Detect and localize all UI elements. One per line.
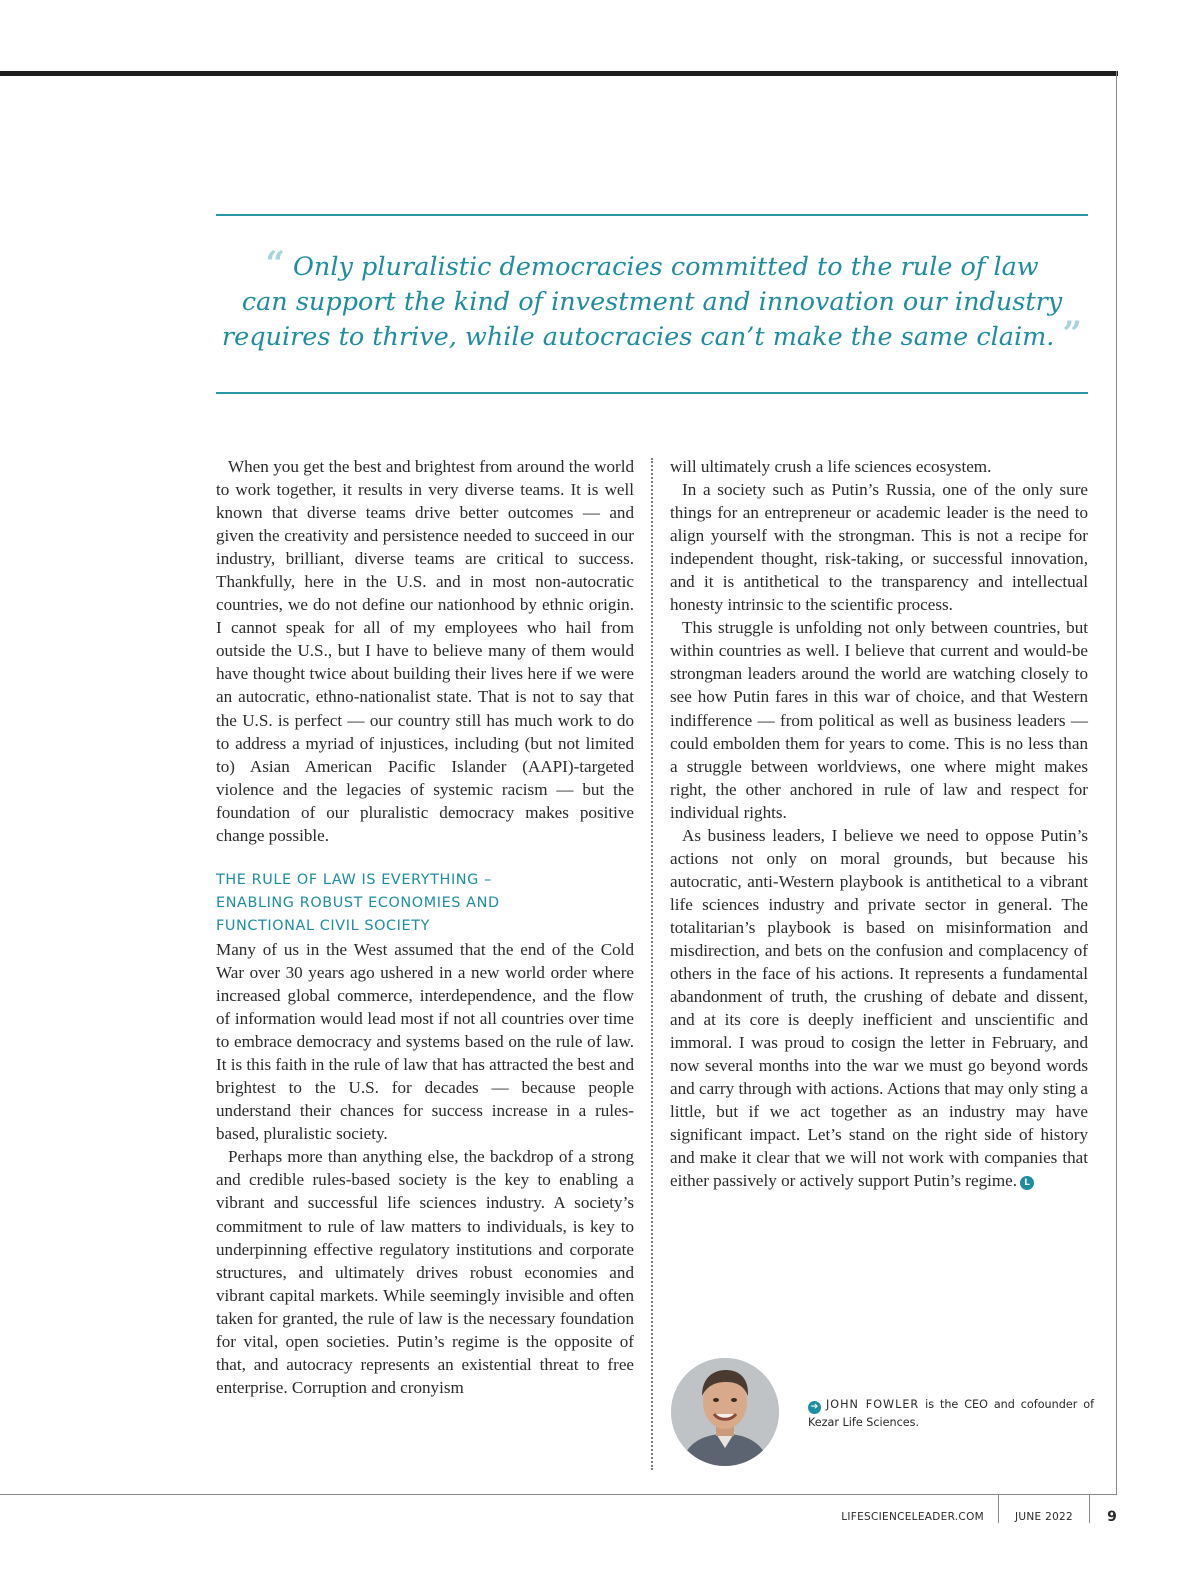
footer-separator [998,1495,999,1523]
article-paragraph: Many of us in the West assumed that the end of the Cold War over 30 years ago ushered in a new world order where increased global commerce, interdependence, and the flow of information would lead most if not all countries over time to embrace democracy and systems based on the rule of law. It is this faith in the rule of law that has attracted the best and brightest to the U.S. for decades — because people understand their chances for success increase in a rules-based, pluralistic society. [216,939,634,1144]
author-bio [808,1396,1094,1431]
footer-issue-date: JUNE 2022 [1014,1511,1074,1523]
author-description: is the CEO and cofounder of Kezar Life Sciences. [808,1398,1095,1429]
bottom-rule [0,1494,1117,1495]
author-portrait-icon [671,1358,779,1466]
article-paragraph: As business leaders, I believe we need to oppose Putin’s actions not only on moral grounds, but because his autocratic, anti-Western playbook is antithetical to a vibrant life sciences industry and private sector in general. The totalitarian’s playbook is based on misinformation and misdirection, and bets on the confusion and complacency of others in the face of his actions. It represents a fundamental abandonment of truth, the crushing of debate and dissent, and at its core is deeply inefficient and unscientific and immoral. I was proud to cosign the letter in February, and now several months into the war we must go beyond words and carry through with actions. Actions that may only sting a little, but if we act together as an industry may have significant impact. Let’s stand on the right side of history and make it clear that we will not work with companies that either passively or actively support Putin’s regime. L [670,825,1088,1191]
author-name: JOHN FOWLER [826,1398,920,1411]
pull-quote-line: can support the kind of investment and innovation our industry [241,287,1063,317]
footer-site: LIFESCIENCELEADER.COM [841,1511,984,1523]
pull-quote-top-rule [216,214,1088,216]
article-paragraph: In a society such as Putin’s Russia, one of the only sure things for an entrepreneur or academic leader is the need to align yourself with the strongman. This is not a recipe for independent thought, risk-taking, or successful innovation, and it is antithetical to the transparency and intellectual honesty intrinsic to the scientific process. [670,480,1088,615]
author-photo [671,1358,779,1466]
section-subhead: THE RULE OF LAW IS EVERYTHING – ENABLING ROBUST ECONOMIES AND FUNCTIONAL CIVIL SOCIETY [216,871,500,934]
article-left-column [216,455,634,1399]
top-rule [0,71,1118,76]
footer-separator [1089,1495,1090,1523]
pull-quote [216,244,1088,355]
article-paragraph: will ultimately crush a life sciences ecosystem. [670,457,992,476]
article-right-column [670,455,1088,1193]
pull-quote-line: requires to thrive, while autocracies can’t make the same claim. ” [221,314,1083,354]
pull-quote-bottom-rule [216,392,1088,394]
article-paragraph: When you get the best and brightest from around the world to work together, it results in very diverse teams. It is well known that diverse teams drive better outcomes — and given the creativity and persistence needed to succeed in our industry, brilliant, diverse teams are critical to success. Thankfully, here in the U.S. and in most non-autocratic countries, we do not define our nationhood by ethnic origin. I cannot speak for all of my employees who hail from outside the U.S., but I have to believe many of them would have thought twice about building their lives here if we were an autocratic, ethno-nationalist state. That is not to say that the U.S. is perfect — our country still has much work to do to address a myriad of injustices, including (but not limited to) Asian American Pacific Islander (AAPI)-targeted violence and the legacies of systemic racism — but the foundation of our pluralistic democracy makes positive change possible. [216,457,634,845]
pull-quote-line: “ Only pluralistic democracies committed to the rule of law [265,244,1039,284]
page-number: 9 [1107,1509,1117,1525]
close-quote-icon: ” [1062,314,1083,354]
right-margin-rule [1116,71,1117,1495]
article-paragraph: Perhaps more than anything else, the backdrop of a strong and credible rules-based society is the key to enabling a vibrant and successful life sciences industry. A society’s commitment to rule of law matters to individuals, is key to underpinning effective regulatory institutions and corporate structures, and ultimately drives robust economies and vibrant capital markets. While seemingly invisible and often taken for granted, the rule of law is the necessary foundation for vital, open societies. Putin’s regime is the opposite of that, and autocracy represents an existential threat to free enterprise. Corruption and cronyism [216,1147,634,1397]
column-divider [651,458,653,1470]
open-quote-icon: “ [265,244,285,284]
end-of-article-icon: L [1020,1176,1034,1190]
article-paragraph: This struggle is unfolding not only between countries, but within countries as well. I believe that current and would-be strongman leaders around the world are watching closely to see how Putin fares in this war of choice, and that Western indifference — from political as well as business leaders — could embolden them for years to come. This is no less than a struggle between worldviews, one where might makes right, the other anchored in rule of law and respect for individual rights. [670,618,1088,822]
arrow-right-icon: ➔ [808,1401,821,1414]
